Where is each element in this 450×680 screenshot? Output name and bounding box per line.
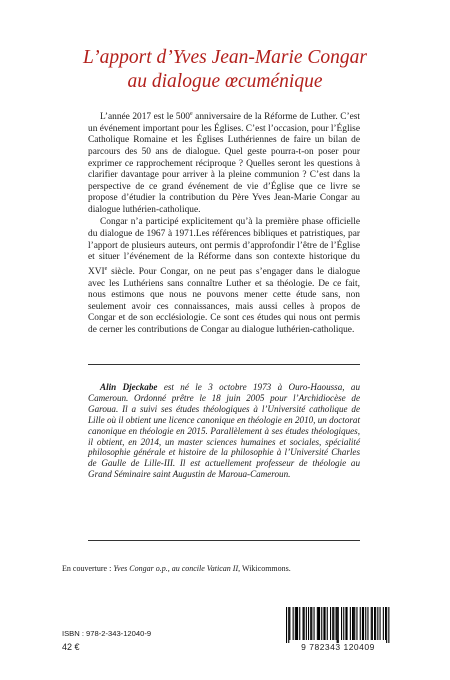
barcode-bar bbox=[377, 607, 378, 640]
barcode-bar bbox=[363, 607, 364, 640]
summary-paragraph-2 bbox=[88, 217, 360, 336]
title-line-1: L’apport d’Yves Jean-Marie Congar bbox=[83, 47, 367, 68]
barcode-bar bbox=[299, 607, 300, 640]
barcode-bar bbox=[360, 607, 361, 640]
barcode-bar bbox=[383, 607, 384, 640]
barcode-bar bbox=[354, 607, 355, 640]
summary-paragraph-1 bbox=[88, 109, 360, 216]
barcode-bar bbox=[325, 607, 326, 640]
barcode-bar bbox=[350, 607, 351, 640]
barcode-bar bbox=[318, 607, 319, 640]
price: 42 € bbox=[62, 642, 80, 652]
cover-credit bbox=[62, 564, 291, 574]
barcode-bar bbox=[317, 607, 318, 640]
barcode-bar bbox=[353, 607, 354, 640]
barcode-bar bbox=[352, 607, 353, 640]
title-line-2: au dialogue œcuménique bbox=[127, 71, 323, 92]
barcode-bar bbox=[367, 607, 368, 640]
barcode-bar bbox=[385, 607, 386, 640]
cover-credit-prefix: En couverture : bbox=[62, 564, 114, 573]
summary-p1-start: L’année 2017 est le 500 bbox=[100, 112, 190, 123]
barcode-bar bbox=[293, 607, 294, 640]
barcode-bar bbox=[321, 607, 322, 640]
barcode-bar bbox=[372, 607, 373, 640]
summary-p2-rest: siècle. Pour Congar, on ne peut pas s’engager dans le dialogue avec les Luthériens sans connaître Luther et sa théologie. De ce fait, nous estimons que nous ne pouvons mener cette étude sans, non seulement avoir ces connaissances, mais aussi celles à propos de Congar et de son ecclésiologie. Ce sont ces études qui nous ont permis de cerner les contributions de Congar au dialogue luthérien-catholique. bbox=[88, 266, 360, 335]
barcode-bar bbox=[304, 607, 305, 640]
author-bio bbox=[88, 382, 360, 480]
barcode-bar bbox=[374, 607, 375, 640]
barcode-bar bbox=[297, 607, 298, 640]
barcode-bar bbox=[347, 607, 348, 640]
ordinal-superscript: e bbox=[189, 111, 193, 117]
barcode-bar bbox=[336, 607, 337, 640]
cover-credit-suffix: , Wikicommons. bbox=[238, 564, 291, 573]
barcode-bar bbox=[295, 607, 296, 640]
barcode-bar bbox=[289, 607, 290, 640]
barcode-bar bbox=[306, 607, 307, 640]
barcode-bar bbox=[388, 607, 389, 643]
barcode-bar bbox=[356, 607, 357, 640]
barcode-bar bbox=[371, 607, 372, 640]
barcode-bar bbox=[343, 607, 344, 640]
barcode-bar bbox=[362, 607, 363, 640]
barcode-bar bbox=[332, 607, 333, 640]
summary-p1-rest: anniversaire de la Réforme de Luther. C’est un événement important pour les Églises. C’est l’occasion, pour l’Église Catholique Romaine et les Églises Luthériennes de faire un bilan de parcours des 50 ans de dialogue. Quel geste pourra-t-on poser pour exprimer ce rapprochement réciproque ? Quelles seront les questions à clarifier davantage pour arriver à la pleine communion ? C’est dans la perspective de ce grand événement de vie d’Église que ce livre se propose d’étudier la contribution du Père Yves Jean-Marie Congar au dialogue luthérien-catholique. bbox=[88, 112, 360, 215]
barcode-bar bbox=[333, 607, 334, 640]
author-bio-text: est né le 3 octobre 1973 à Ouro-Haoussa, au Cameroun. Ordonné prêtre le 18 juin 2005 pour l’Archidiocèse de Garoua. Il a suivi ses études théologiques à l’Université catholique de Lille où il obtient une licence canonique en théologie en 2010, un doctorat canonique en théologie en 2015. Parallèlement à ses études théologiques, il obtient, en 2014, un master sciences humaines et sociales, spécialité philosophie générale et histoire de la philosophie à l’Université Charles de Gaulle de Lille-III. Il est actuellement professeur de théologie au Grand Séminaire saint Augustin de Maroua-Cameroun. bbox=[88, 382, 360, 480]
barcode-bar bbox=[338, 607, 339, 643]
barcode-bar bbox=[323, 607, 324, 640]
barcode-bar bbox=[380, 607, 381, 640]
author-name: Alin Djeckabe bbox=[100, 382, 158, 392]
barcode-bar bbox=[288, 607, 289, 643]
barcode-bar bbox=[311, 607, 312, 640]
barcode bbox=[282, 606, 394, 652]
divider-top bbox=[88, 364, 360, 365]
barcode-bar bbox=[327, 607, 328, 640]
barcode-bar bbox=[365, 607, 366, 640]
barcode-bar bbox=[303, 607, 304, 640]
barcode-bar bbox=[296, 607, 297, 640]
barcode-bar bbox=[337, 607, 338, 643]
barcode-bar bbox=[319, 607, 320, 640]
cover-credit-work: Yves Congar o.p., au concile Vatican II bbox=[113, 564, 239, 573]
divider-bottom bbox=[88, 540, 360, 541]
barcode-bars bbox=[282, 606, 394, 643]
summary-p2-start: Congar n’a participé explicitement qu’à la première phase officielle du dialogue de 1967 à 1971.Les références bibliques et patristiques, par l’apport de plusieurs auteurs, ont permis d’approfondir l’être de l’Église et situer l’événement de la Réforme dans son contexte historique du XVI bbox=[88, 217, 360, 277]
summary-text bbox=[88, 109, 360, 337]
century-superscript: e bbox=[104, 265, 108, 272]
barcode-bar bbox=[341, 607, 342, 640]
barcode-bar bbox=[286, 607, 287, 643]
book-title bbox=[0, 46, 450, 94]
barcode-bar bbox=[345, 607, 346, 640]
barcode-bar bbox=[375, 607, 376, 640]
barcode-bar bbox=[310, 607, 311, 640]
isbn: ISBN : 978-2-343-12040-9 bbox=[62, 629, 152, 638]
barcode-bar bbox=[308, 607, 309, 640]
barcode-bar bbox=[314, 607, 315, 640]
barcode-digits: 9 782343 120409 bbox=[301, 642, 375, 652]
barcode-bar bbox=[386, 607, 387, 643]
barcode-bar bbox=[330, 607, 331, 640]
